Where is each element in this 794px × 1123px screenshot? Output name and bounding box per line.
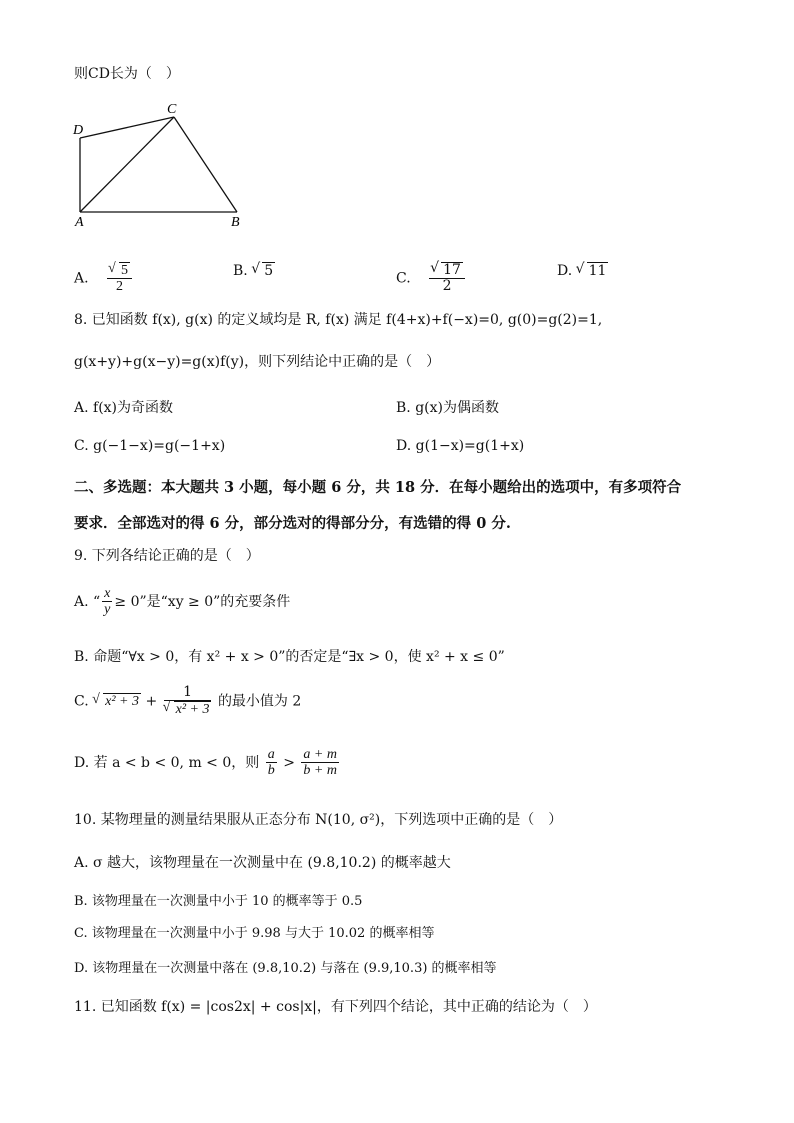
q7-option-a-letter: A. <box>74 270 89 287</box>
q9-d-frac1-num: a <box>267 747 275 762</box>
q9-c-sqrt: √ x² + 3 <box>103 693 141 710</box>
label-D: D <box>73 123 84 138</box>
q8-option-d[interactable] <box>396 438 524 454</box>
q8-option-c-text: g(−1−x)=g(−1+x) <box>93 438 226 454</box>
label-B: B <box>231 215 240 230</box>
q10-option-a[interactable]: A. σ 越大，该物理量在一次测量中在 (9.8,10.2) 的概率越大 <box>74 855 451 871</box>
q9-d-prefix: D. 若 a < b < 0, m < 0，则 <box>74 754 260 771</box>
section2-heading-line2: 要求．全部选对的得 6 分，部分选对的得部分分，有选错的得 0 分. <box>74 515 511 532</box>
q8-option-d-letter: D. <box>396 438 412 454</box>
q8-option-a-text: f(x)为奇函数 <box>93 400 174 416</box>
q9-option-a[interactable] <box>74 586 290 618</box>
q9-a-frac-num: x <box>104 586 111 601</box>
section2-heading-line1: 二、多选题：本大题共 3 小题，每小题 6 分，共 18 分．在每小题给出的选项中，有多项符合 <box>74 479 682 496</box>
q9-option-b[interactable]: B. 命题“∀x > 0，有 x² + x > 0”的否定是“∃x > 0，使 x² + x ≤ 0” <box>74 649 505 665</box>
q8-option-a-letter: A. <box>74 400 89 416</box>
q9-d-gt: > <box>283 754 295 771</box>
q10-stem: 10. 某物理量的测量结果服从正态分布 N(10, σ²)，下列选项中正确的是（ ） <box>74 812 563 828</box>
q9-a-suffix: ≥ 0”是“xy ≥ 0”的充要条件 <box>114 593 291 610</box>
q8-option-c[interactable] <box>74 438 225 454</box>
q9-a-frac-den: y <box>104 602 111 618</box>
q8-option-b[interactable] <box>396 397 499 417</box>
q9-option-c[interactable] <box>74 685 301 718</box>
q10-option-c[interactable]: C. 该物理量在一次测量中小于 9.98 与大于 10.02 的概率相等 <box>74 926 435 941</box>
q7-option-d[interactable]: D. √ 11 <box>557 262 608 279</box>
q7-option-c-letter: C. <box>396 270 411 287</box>
q8-option-c-letter: C. <box>74 438 89 454</box>
q9-c-frac-num: 1 <box>164 685 212 701</box>
q9-d-frac2-den: b + m <box>303 763 337 779</box>
q9-option-d[interactable] <box>74 747 341 779</box>
q7-option-c[interactable]: C. √ $\frac{17}{2}$ <box>396 262 467 295</box>
q7-option-d-letter: D. <box>557 263 573 279</box>
q7-option-b-letter: B. <box>233 263 248 279</box>
q7-option-a[interactable]: A. √ $\frac{5}{2}$ <box>74 262 134 295</box>
q9-c-plus: + <box>145 693 158 710</box>
q9-c-prefix: C. <box>74 693 89 710</box>
label-C: C <box>167 102 177 117</box>
label-A: A <box>75 215 84 230</box>
q8-stem-line2: g(x+y)+g(x−y)=g(x)f(y)，则下列结论中正确的是（ ） <box>74 354 441 370</box>
q8-option-b-text: g(x)为偶函数 <box>415 400 499 416</box>
q10-option-b[interactable]: B. 该物理量在一次测量中小于 10 的概率等于 0.5 <box>74 894 363 909</box>
q10-option-d[interactable]: D. 该物理量在一次测量中落在 (9.8,10.2) 与落在 (9.9,10.3) 的概率相等 <box>74 961 497 976</box>
q9-c-suffix: 的最小值为 2 <box>217 693 302 710</box>
q9-stem: 9. 下列各结论正确的是（ ） <box>74 548 260 564</box>
q9-d-frac1-den: b <box>267 763 275 779</box>
q9-c-frac-den: √ x² + 3 <box>174 701 212 717</box>
q7-stem-tail: 则CD长为（ ） <box>74 66 180 82</box>
quadrilateral-figure <box>70 100 270 230</box>
q8-option-a[interactable] <box>74 397 173 417</box>
q8-option-b-letter: B. <box>396 400 411 416</box>
q7-option-b[interactable]: B. √ 5 <box>233 262 275 279</box>
q9-d-frac2-num: a + m <box>303 747 337 762</box>
q8-stem-line1: 8. 已知函数 f(x), g(x) 的定义域均是 R, f(x) 满足 f(4+x)+f(−x)=0, g(0)=g(2)=1, <box>74 312 603 328</box>
q8-option-d-text: g(1−x)=g(1+x) <box>415 438 525 454</box>
q11-stem: 11. 已知函数 f(x) = |cos2x| + cos|x|，有下列四个结论，其中正确的结论为（ ） <box>74 999 597 1015</box>
q9-a-prefix: A. “ <box>74 593 101 610</box>
